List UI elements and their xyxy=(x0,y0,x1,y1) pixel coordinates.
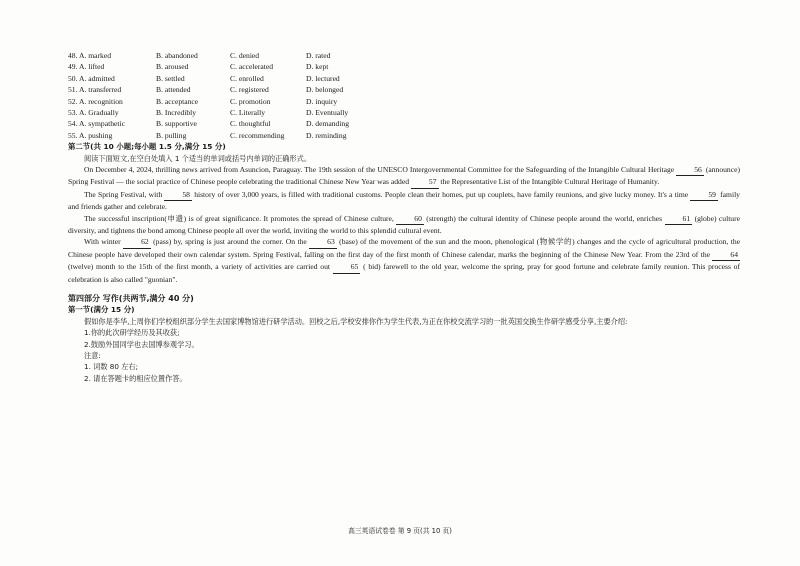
option-choice: C. accelerated xyxy=(230,62,274,72)
option-choice: 52. A. recognition xyxy=(68,96,123,106)
option-choice: 50. A. admitted xyxy=(68,73,115,83)
option-choice: B. abandoned xyxy=(156,51,198,60)
option-row xyxy=(68,50,740,61)
option-choice: D. inquiry xyxy=(306,96,338,106)
prompt-item-1: 1.你的此次研学经历及其收获; xyxy=(84,328,180,338)
option-choice: B. pulling xyxy=(156,130,187,140)
text: family and friends gather and celebrate. xyxy=(68,189,740,212)
blank-64[interactable]: 64 xyxy=(712,249,740,261)
text: (pass) by, spring is just around the corner. On the xyxy=(153,237,307,247)
option-row xyxy=(68,107,740,118)
text: The Spring Festival, with xyxy=(84,189,163,199)
passage-paragraph-1 xyxy=(68,164,740,189)
option-choice: C. Literally xyxy=(230,107,266,117)
blank-60[interactable]: 60 xyxy=(396,213,424,225)
option-choice: C. enrolled xyxy=(230,73,264,83)
text: (announce) Spring Festival — the social practice of Chinese people celebrating the traditional Chinese New Year was added xyxy=(68,164,740,187)
passage-paragraph-3 xyxy=(68,213,740,237)
option-choice: 53. A. Gradually xyxy=(68,107,119,117)
option-choice: B. acceptance xyxy=(156,96,199,106)
text: (strength) the cultural identity of Chinese people around the world, enriches xyxy=(426,213,663,223)
text: With winter xyxy=(84,237,121,247)
blank-63[interactable]: 63 xyxy=(309,236,337,248)
option-row xyxy=(68,118,740,129)
option-choice: 54. A. sympathetic xyxy=(68,119,125,129)
note-1: 1. 词数 80 左右; xyxy=(84,362,139,372)
option-choice: B. settled xyxy=(156,73,185,83)
blank-62[interactable]: 62 xyxy=(123,236,151,248)
part4-title: 第四部分 写作(共两节,满分 40 分) xyxy=(68,294,194,303)
passage-paragraph-2 xyxy=(68,189,740,213)
option-choice: D. demanding xyxy=(306,119,350,129)
option-choice: B. Incredibly xyxy=(156,107,197,117)
option-choice: C. denied xyxy=(230,51,260,60)
option-row xyxy=(68,84,740,95)
option-row xyxy=(68,130,740,141)
text: (twelve) month to the 15th of the first month, a variety of activities are carried out xyxy=(68,262,330,272)
text: the Representative List of the Intangible Cultural Heritage of Humanity. xyxy=(440,177,660,187)
option-row xyxy=(68,96,740,107)
text: (globe) culture diversity, and tightens the bond among Chinese people all over the world, inviting the world to this splendid cultural event. xyxy=(68,213,741,235)
notes-title: 注意: xyxy=(84,351,101,361)
section2-instruction: 阅读下面短文,在空白处填入 1 个适当的单词或括号内单词的正确形式。 xyxy=(84,153,312,163)
option-choice: B. supportive xyxy=(156,119,197,129)
option-choice: D. belonged xyxy=(306,85,344,95)
prompt-item-2: 2.鼓励外国同学也去国博参观学习。 xyxy=(84,339,199,349)
page-content xyxy=(68,50,740,384)
option-choice: C. thoughtful xyxy=(230,119,271,129)
option-choice: 49. A. lifted xyxy=(68,62,105,72)
blank-56[interactable]: 56 xyxy=(676,164,704,176)
option-choice: 48. A. marked xyxy=(68,51,112,60)
blank-65[interactable]: 65 xyxy=(333,261,361,273)
option-choice: B. attended xyxy=(156,85,191,95)
option-row xyxy=(68,73,740,84)
option-choice: 51. A. transferred xyxy=(68,85,122,95)
blank-58[interactable]: 58 xyxy=(164,189,192,201)
option-choice: D. Eventually xyxy=(306,107,349,117)
text: history of over 3,000 years, is filled with traditional customs. People clean their homes, put up couplets, have family reunions, and give lucky money. It's a time xyxy=(194,189,689,199)
part4-subtitle: 第一节(满分 15 分) xyxy=(68,305,135,315)
page-footer: 高三英语试卷卷 第 9 页(共 10 页) xyxy=(348,527,452,535)
text: On December 4, 2024, thrilling news arrived from Asuncion, Paraguay. The 19th session of the UNESCO Intergovernmental Committee for the Safeguarding of the Intangible Cultural Heritage xyxy=(84,164,675,174)
options-list xyxy=(68,50,740,141)
option-choice: D. kept xyxy=(306,62,329,72)
option-choice: C. promotion xyxy=(230,96,271,106)
option-choice: C. recommending xyxy=(230,130,285,140)
text: ( bid) farewell to the old year, welcome the spring, pray for good fortune and celebrate family reunion. This process of celebration is also called "guonian". xyxy=(68,262,740,284)
option-choice: 55. A. pushing xyxy=(68,130,113,140)
option-choice: D. reminding xyxy=(306,130,347,140)
option-choice: D. rated xyxy=(306,51,331,60)
blank-61[interactable]: 61 xyxy=(665,213,693,225)
passage-paragraph-4 xyxy=(68,236,740,285)
blank-57[interactable]: 57 xyxy=(411,176,439,188)
writing-prompt: 假如你是李华,上周你们学校组织部分学生去国家博物馆进行研学活动。回校之后,学校安排你作为学生代表,为正在你校交流学习的一批英国交换生作研学感受分享,主要介绍: xyxy=(84,316,628,326)
option-row xyxy=(68,61,740,72)
note-2: 2. 请在答题卡的相应位置作答。 xyxy=(84,373,187,383)
section2-title: 第二节(共 10 小题;每小题 1.5 分,满分 15 分) xyxy=(68,142,226,152)
blank-59[interactable]: 59 xyxy=(690,189,718,201)
option-choice: C. registered xyxy=(230,85,269,95)
option-choice: D. lectured xyxy=(306,73,340,83)
text: The successful inscription(申遗) is of great significance. It promotes the spread of Chinese culture, xyxy=(84,213,394,223)
text: (base) of the movement of the sun and the moon, phenological (物候学的) changes and the cycle of agricultural production, the Chinese people have developed their own calendar system. Spring Festival, falling on the first day of the first month of Chinese calendar, marks the beginning of the Chinese New Year. From the 23rd of the xyxy=(68,237,741,259)
option-choice: B. aroused xyxy=(156,62,189,72)
